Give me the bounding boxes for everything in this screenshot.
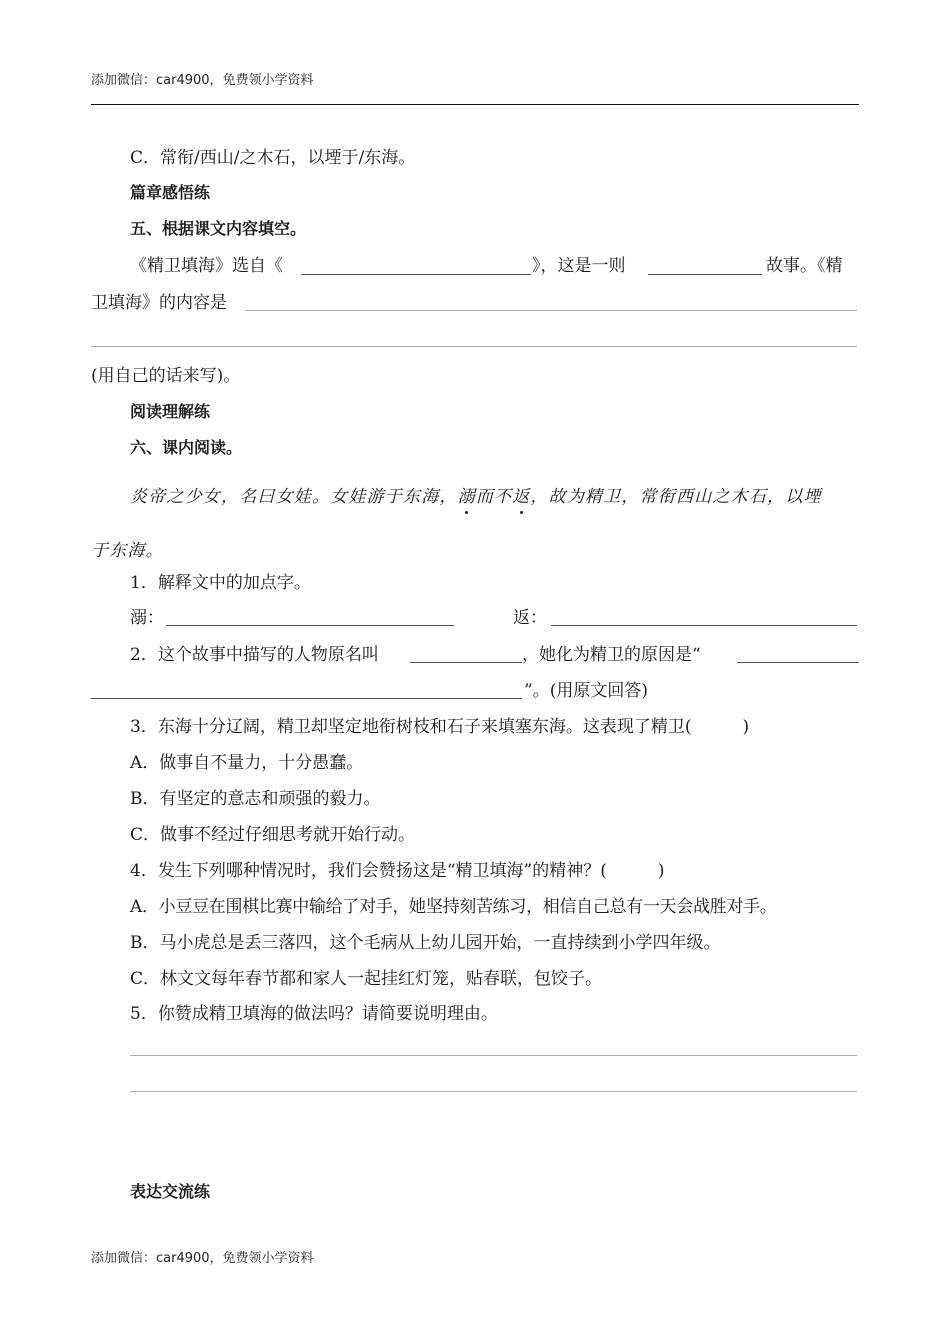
fill-line1-text-b: 》，这是一则: [532, 256, 626, 276]
page-header: 添加微信：car4900，免费领小学资料: [91, 73, 314, 88]
passage-part-2: 而不: [475, 487, 513, 507]
q5-answer-line-1[interactable]: [130, 1055, 857, 1056]
q1-answer-fan-blank[interactable]: [551, 625, 857, 626]
fill-line3-text: (用自己的话来写)。: [91, 366, 241, 386]
question-3: 3．东海十分辽阔，精卫却坚定地衔树枝和石子来填塞东海。这表现了精卫( ): [130, 717, 750, 737]
q2-original-name-blank[interactable]: [410, 662, 522, 663]
dotted-char-ni: 溺: [458, 482, 476, 507]
q2-reason-blank-1[interactable]: [737, 662, 859, 663]
q3-option-c[interactable]: C．做事不经过仔细思考就开始行动。: [130, 825, 416, 845]
passage-part-3: ，故为精卫，常衔西山之木石，以堙: [530, 487, 822, 507]
header-rule: [91, 104, 859, 105]
q1-label-fan: 返：: [513, 608, 547, 628]
q2-reason-blank-2[interactable]: [91, 698, 522, 699]
q4-option-a[interactable]: A．小豆豆在围棋比赛中输给了对手，她坚持刻苦练习，相信自己总有一天会战胜对手。: [130, 897, 777, 917]
q3-option-a[interactable]: A．做事自不量力，十分愚蠢。: [130, 753, 364, 773]
prev-option-c: C．常衔/西山/之木石，以堙于/东海。: [130, 148, 416, 168]
question-4: 4．发生下列哪种情况时，我们会赞扬这是“精卫填海”的精神？( ): [130, 861, 665, 881]
section-title-chapter: 篇章感悟练: [130, 183, 211, 202]
q5-answer-line-2[interactable]: [130, 1091, 857, 1092]
content-answer-line-2[interactable]: [91, 346, 857, 347]
passage-line-1: [130, 482, 822, 507]
fill-line1-text-c: 故事。《精: [766, 256, 843, 276]
question-2-text-a: 2．这个故事中描写的人物原名叫: [130, 645, 379, 665]
question-2-text-c: ”。(用原文回答): [524, 681, 648, 701]
fill-line1-text-a: 《精卫填海》选自《: [130, 256, 283, 276]
content-answer-line-1[interactable]: [245, 310, 857, 311]
q1-answer-ni-blank[interactable]: [166, 625, 454, 626]
q1-label-ni: 溺：: [130, 608, 164, 628]
passage-line-2: 于东海。: [91, 541, 164, 561]
question-2-text-b: ，她化为精卫的原因是“: [522, 645, 701, 665]
dotted-char-fan: 返: [512, 482, 530, 507]
q4-option-b[interactable]: B．马小虎总是丢三落四，这个毛病从上幼儿园开始，一直持续到小学四年级。: [130, 933, 721, 953]
story-type-blank[interactable]: [648, 274, 762, 275]
question-5-title: 五、根据课文内容填空。: [130, 219, 307, 238]
source-book-blank[interactable]: [301, 274, 531, 275]
q3-option-b[interactable]: B．有坚定的意志和顽强的毅力。: [130, 789, 381, 809]
question-6-title: 六、课内阅读。: [130, 438, 243, 457]
fill-line2-text: 卫填海》的内容是: [91, 293, 227, 313]
passage-part-1: 炎帝之少女，名曰女娃。女娃游于东海，: [130, 487, 458, 507]
section-title-reading: 阅读理解练: [130, 402, 211, 421]
q4-option-c[interactable]: C．林文文每年春节都和家人一起挂红灯笼，贴春联，包饺子。: [130, 969, 603, 989]
page-footer: 添加微信：car4900，免费领小学资料: [91, 1251, 314, 1266]
section-title-expression: 表达交流练: [130, 1182, 211, 1201]
question-1: 1．解释文中的加点字。: [130, 573, 311, 593]
question-5: 5．你赞成精卫填海的做法吗？请简要说明理由。: [130, 1004, 498, 1024]
